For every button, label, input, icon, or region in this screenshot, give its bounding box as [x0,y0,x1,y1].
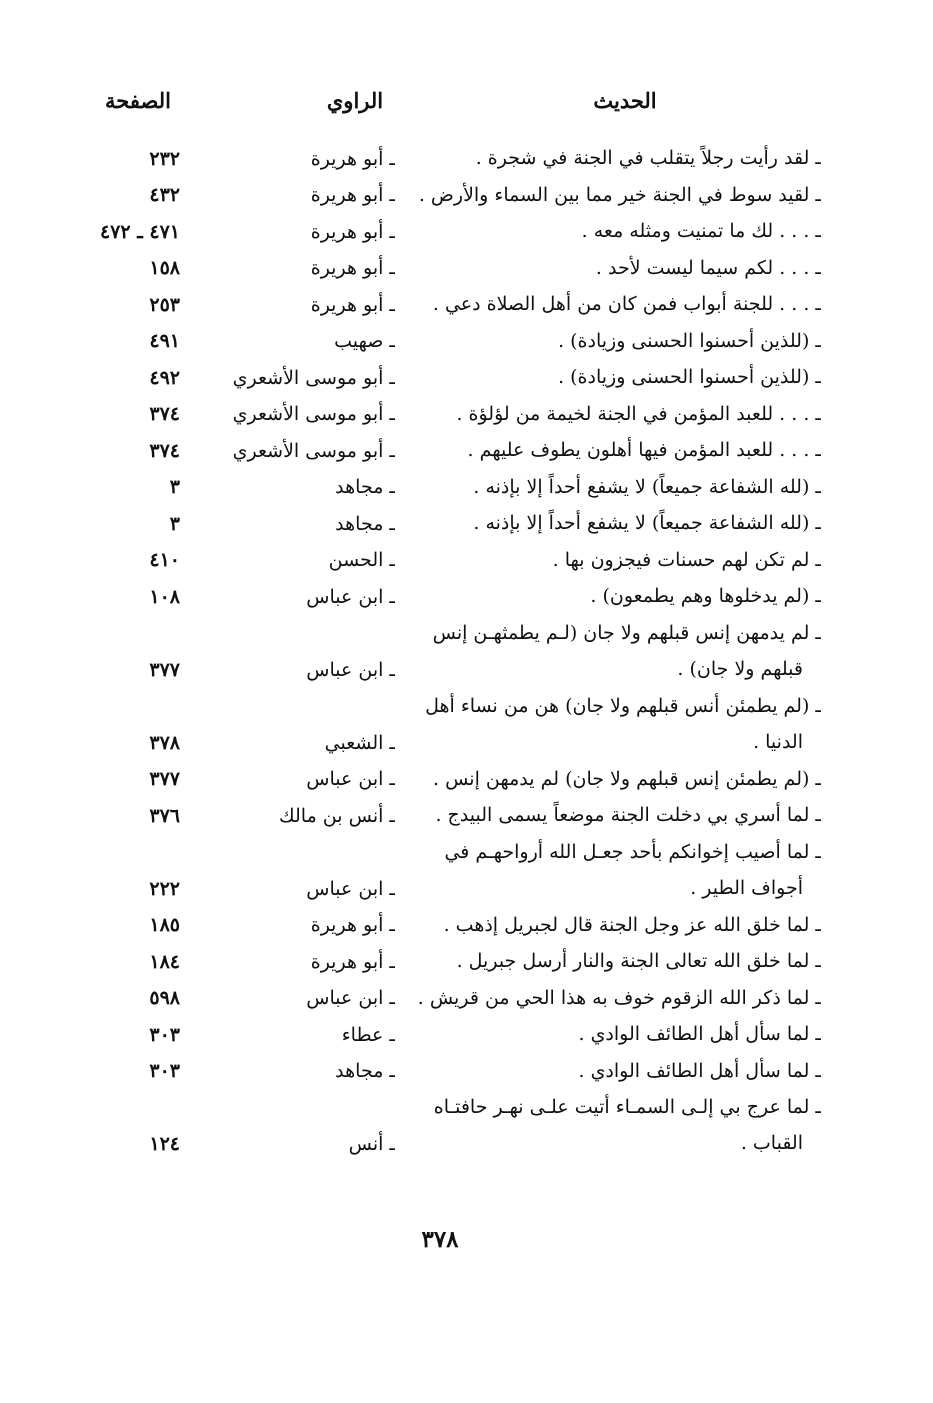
table-header [0,88,933,122]
page-ref: ٣٧٦ [149,804,180,827]
hadith-text: ـ (لم يطمئن إنس قبلهم ولا جان) لم يدمهن إنس . [433,767,821,790]
hadith-text: ـ لما خلق الله تعالى الجنة والنار أرسل جبريل . [456,950,821,972]
narrator: ـ الشعبي [324,731,395,754]
hadith-text: ـ . . . للعبد المؤمن فيها أهلون يطوف عليهم . [467,439,821,461]
hadith-text-continuation: أجواف الطير . [690,876,803,899]
hadith-text: ـ . . . للجنة أبواب فمن كان من أهل الصلاة دعي . [432,293,821,315]
hadith-text: ـ (للذين أحسنوا الحسنى وزيادة) . [558,366,821,388]
table-row [0,1089,933,1162]
table-row [0,1053,933,1090]
page-ref: ٤٧١ ـ ٤٧٢ [99,220,180,243]
hadith-text: ـ لما سأل أهل الطائف الوادي . [578,1059,821,1082]
page-ref: ٣ [169,476,180,498]
hadith-text: ـ لما سأل أهل الطائف الوادي . [578,1023,821,1045]
header-page: الصفحة [105,88,171,113]
hadith-text: ـ لما عرج بي إلـى السمـاء أتيت علـى نهـر حافتـاه [433,1096,821,1118]
page-ref: ٤٩١ [149,330,180,352]
narrator: ـ ابن عباس [306,768,395,790]
table-row [0,250,933,287]
page-ref: ١٢٤ [149,1133,180,1155]
hadith-text: ـ (لله الشفاعة جميعاً) لا يشفع أحداً إلا بإذنه . [473,512,821,534]
hadith-text: ـ . . . للعبد المؤمن في الجنة لخيمة من لؤلؤة . [456,402,821,425]
table-row [0,505,933,542]
page-ref: ٣٧٨ [149,731,180,754]
table-row [0,578,933,615]
narrator: ـ صهيب [334,330,395,352]
page-ref: ٤١٠ [149,549,180,571]
hadith-text: ـ لما ذكر الله الزقوم خوف به هذا الحي من قريش . [417,986,821,1009]
narrator: ـ أبو موسى الأشعري [232,366,395,389]
hadith-text: ـ (لم يطمئن أنس قبلهم ولا جان) هن من نساء أهل [425,694,821,717]
page-ref: ٢٣٢ [149,147,180,170]
table-row [0,980,933,1017]
page-ref: ٣٧٧ [149,658,180,681]
page-ref: ٣٧٧ [149,768,180,790]
narrator: ـ ابن عباس [306,658,395,681]
header-rawi: الراوي [326,88,384,113]
narrator: ـ عطاء [341,1023,395,1046]
narrator: ـ أنس بن مالك [279,804,395,827]
narrator: ـ أبو هريرة [310,257,395,279]
narrator: ـ مجاهد [335,512,395,535]
page-number: ٣٧٨ [421,1226,459,1253]
table-row [0,615,933,688]
table-row [0,542,933,579]
narrator: ـ أبو هريرة [310,147,395,170]
table-row [0,177,933,214]
hadith-text-continuation: القباب . [740,1132,803,1154]
narrator: ـ أبو موسى الأشعري [232,439,395,462]
page-ref: ٣٠٣ [149,1060,180,1082]
table-row [0,323,933,360]
table-row [0,432,933,469]
narrator: ـ أبو هريرة [310,184,395,206]
page-ref: ٣٧٤ [149,403,180,425]
hadith-text: ـ لم تكن لهم حسنات فيجزون بها . [552,548,821,571]
table-row [0,286,933,323]
narrator: ـ أبو هريرة [310,220,395,243]
hadith-text: ـ لقد رأيت رجلاً يتقلب في الجنة في شجرة . [475,147,821,169]
narrator: ـ أبو موسى الأشعري [232,403,395,425]
page-ref: ١٠٨ [149,585,180,608]
table-row [0,797,933,834]
hadith-text: ـ (للذين أحسنوا الحسنى وزيادة) . [558,329,821,352]
page-ref: ١٨٤ [149,950,180,973]
hadith-text: ـ لما خلق الله عز وجل الجنة قال لجبريل إذهب . [443,913,821,936]
narrator: ـ ابن عباس [306,585,395,608]
hadith-text-continuation: قبلهم ولا جان) . [677,657,803,680]
page-ref: ٢٢٢ [149,877,180,900]
hadith-text: ـ لم يدمهن إنس قبلهم ولا جان (لـم يطمثهـن إنس [432,621,821,644]
hadith-text-continuation: الدنيا . [753,730,803,753]
hadith-text: ـ لما أصيب إخوانكم بأحد جعـل الله أرواحهـم في [444,840,821,863]
page-ref: ٤٩٢ [149,366,180,389]
table-row [0,761,933,798]
hadith-text: ـ . . . لكم سيما ليست لأحد . [595,256,821,279]
page-ref: ١٨٥ [149,914,180,936]
page-ref: ٢٥٣ [149,293,180,316]
page-ref: ١٥٨ [149,257,180,279]
hadith-text: ـ . . . لك ما تمنيت ومثله معه . [581,220,821,242]
table-row [0,907,933,944]
narrator: ـ مجاهد [335,476,395,498]
hadith-text: ـ لقيد سوط في الجنة خير مما بين السماء والأرض . [418,183,821,206]
table-row [0,140,933,177]
hadith-text: ـ (لله الشفاعة جميعاً) لا يشفع أحداً إلا بإذنه . [473,475,821,498]
table-row [0,1016,933,1053]
narrator: ـ مجاهد [335,1060,395,1082]
table-row [0,396,933,433]
table-row [0,943,933,980]
narrator: ـ أبو هريرة [310,950,395,973]
page-ref: ٣٧٤ [149,439,180,462]
table-row [0,688,933,761]
narrator: ـ ابن عباس [306,877,395,900]
narrator: ـ الحسن [328,549,395,571]
page-ref: ٣٠٣ [149,1023,180,1046]
narrator: ـ ابن عباس [306,987,395,1009]
page-ref: ٥٩٨ [149,987,180,1009]
page-ref: ٤٣٢ [149,184,180,206]
table-row [0,359,933,396]
hadith-text: ـ لما أسري بي دخلت الجنة موضعاً يسمى البيدج . [435,804,821,826]
table-row [0,213,933,250]
narrator: ـ أبو هريرة [310,914,395,936]
table-row [0,469,933,506]
header-hadith: الحديث [593,88,657,113]
page-ref: ٣ [169,512,180,535]
table-row [0,834,933,907]
hadith-text: ـ (لم يدخلوها وهم يطمعون) . [590,585,821,607]
narrator: ـ أبو هريرة [310,293,395,316]
narrator: ـ أنس [348,1133,395,1155]
hadith-index-table [0,140,933,1162]
